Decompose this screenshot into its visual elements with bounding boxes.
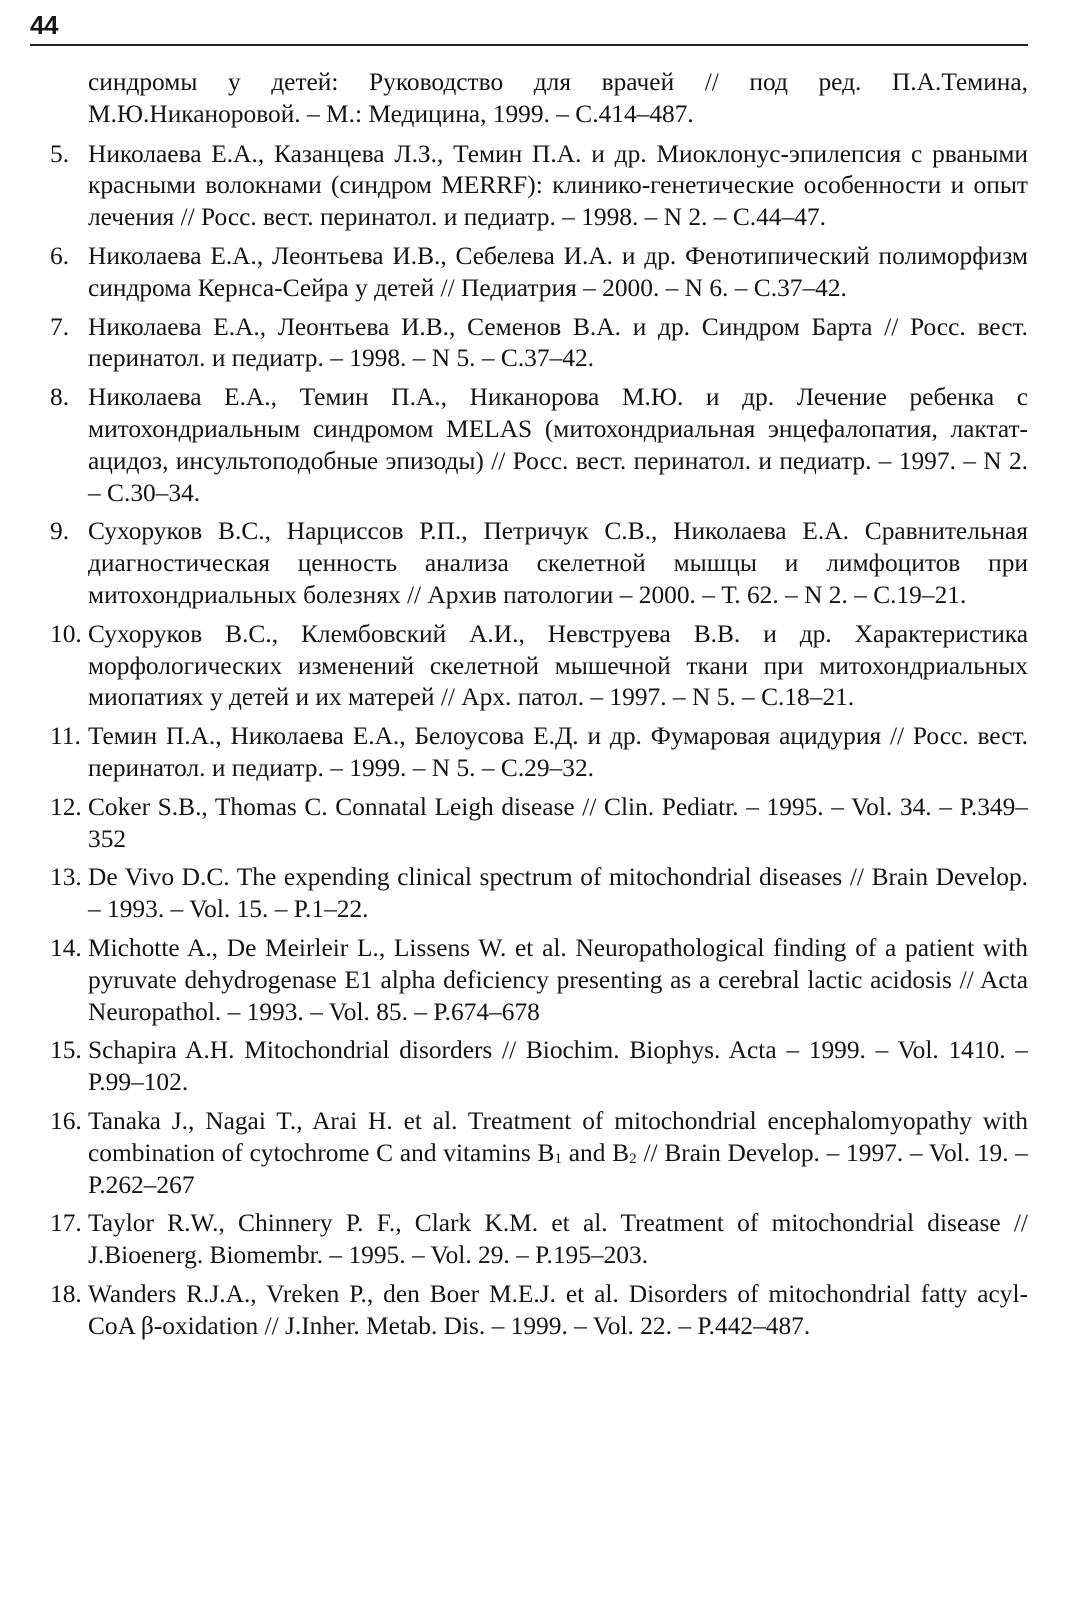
reference-text-part: // Brain Develop. – 1997. – Vol. 19. – P.262–267 [88, 1138, 1029, 1199]
reference-item-11 [50, 721, 1028, 785]
reference-item-18 [50, 1279, 1028, 1343]
reference-number: 18. [50, 1279, 82, 1308]
reference-text: Wanders R.J.A., Vreken P., den Boer M.E.J. et al. Disorders of mitochondrial fatty acyl-CoA β-oxidation // J.Inher. Metab. Dis. – 1999. – Vol. 22. – P.442–487. [88, 1279, 1028, 1340]
reference-text: синдромы у детей: Руководство для врачей // под ред. П.А.Темина, М.Ю.Никаноровой. – М.: Медицина, 1999. – С.414–487. [88, 68, 1028, 128]
reference-text: Schapira A.H. Mitochondrial disorders // Biochim. Biophys. Acta – 1999. – Vol. 1410. – P.99–102. [88, 1036, 1028, 1097]
reference-text-part: Tanaka J., Nagai T., Arai H. et al. Treatment of mitochondrial encephalomyopathy with combination of cytochrome C and vitamins B [88, 1106, 1028, 1167]
reference-number: 16. [50, 1106, 82, 1135]
reference-number: 12. [50, 792, 82, 821]
reference-text-part: and B [562, 1138, 630, 1167]
reference-item-12 [50, 792, 1028, 856]
reference-number: 15. [50, 1036, 82, 1065]
header-rule [30, 44, 1028, 46]
reference-text [88, 1107, 1028, 1199]
reference-item-5 [50, 139, 1028, 234]
reference-text: De Vivo D.C. The expending clinical spectrum of mitochondrial diseases // Brain Develop. – 1993. – Vol. 15. – P.1–22. [88, 863, 1028, 924]
reference-text: Николаева Е.А., Казанцева Л.З., Темин П.А. и др. Миоклонус-эпилепсия с рваными красными волокнами (синдром MERRF): клинико-генетические особенности и опыт лечения // Росс. вест. перинатол. и педиатр. – 1998. – N 2. – С.44–47. [88, 139, 1028, 232]
subscript: 1 [554, 1149, 563, 1167]
reference-number: 13. [50, 863, 82, 892]
reference-item-17 [50, 1208, 1028, 1272]
reference-text: Николаева Е.А., Темин П.А., Никанорова М.Ю. и др. Лечение ребенка с митохондриальным синдромом MELAS (митохондриальная энцефалопатия, лактат-ацидоз, инсультоподобные эпизоды) // Росс. вест. перинатол. и педиатр. – 1997. – N 2. – С.30–34. [88, 383, 1028, 507]
reference-number: 10. [50, 619, 82, 648]
reference-text: Сухоруков В.С., Нарциссов Р.П., Петричук С.В., Николаева Е.А. Сравнительная диагностическая ценность анализа скелетной мышцы и лимфоцитов при митохондриальных болезнях // Архив патологии – 2000. – Т. 62. – N 2. – С.19–21. [88, 517, 1028, 609]
reference-item-14 [50, 933, 1028, 1028]
reference-item-continued [50, 67, 1028, 131]
reference-number: 9. [50, 517, 70, 546]
reference-text: Николаева Е.А., Леонтьева И.В., Семенов В.А. и др. Синдром Барта // Росс. вест. перинатол. и педиатр. – 1998. – N 5. – С.37–42. [88, 312, 1028, 373]
reference-text: Николаева Е.А., Леонтьева И.В., Себелева И.А. и др. Фенотипический полиморфизм синдрома Кернса-Сейра у детей // Педиатрия – 2000. – N 6. – С.37–42. [88, 241, 1028, 302]
reference-number: 7. [50, 312, 70, 341]
reference-item-15 [50, 1035, 1028, 1099]
reference-text: Сухоруков В.С., Клембовский А.И., Невструева В.В. и др. Характеристика морфологических изменений скелетной мышечной ткани при митохондриальных миопатиях у детей и их матерей // Арх. патол. – 1997. – N 5. – С.18–21. [88, 619, 1028, 712]
reference-text: Темин П.А., Николаева Е.А., Белоусова Е.Д. и др. Фумаровая ацидурия // Росс. вест. перинатол. и педиатр. – 1999. – N 5. – С.29–32. [88, 722, 1028, 782]
reference-text: Coker S.B., Thomas C. Connatal Leigh disease // Clin. Pediatr. – 1995. – Vol. 34. – P.349–352 [88, 792, 1028, 853]
reference-text: Michotte A., De Meirleir L., Lissens W. et al. Neuropathological finding of a patient with pyruvate dehydrogenase E1 alpha deficiency presenting as a cerebral lactic acidosis // Acta Neuropathol. – 1993. – Vol. 85. – P.674–678 [88, 933, 1028, 1026]
reference-item-9 [50, 516, 1028, 611]
reference-number: 11. [50, 722, 81, 751]
page-number: 44 [30, 10, 58, 40]
reference-number: 17. [50, 1209, 82, 1238]
reference-text: Taylor R.W., Chinnery P. F., Clark K.M. et al. Treatment of mitochondrial disease // J.Bioenerg. Biomembr. – 1995. – Vol. 29. – P.195–203. [88, 1209, 1028, 1270]
reference-item-8 [50, 382, 1028, 509]
reference-number: 6. [50, 241, 70, 270]
reference-item-16 [50, 1106, 1028, 1201]
reference-number: 14. [50, 933, 82, 962]
subscript: 2 [629, 1149, 637, 1167]
reference-item-6 [50, 241, 1028, 305]
reference-item-7 [50, 312, 1028, 376]
reference-number: 5. [50, 139, 70, 168]
reference-item-10 [50, 619, 1028, 714]
reference-item-13 [50, 862, 1028, 926]
reference-number: 8. [50, 383, 70, 412]
reference-list [50, 67, 1028, 1349]
